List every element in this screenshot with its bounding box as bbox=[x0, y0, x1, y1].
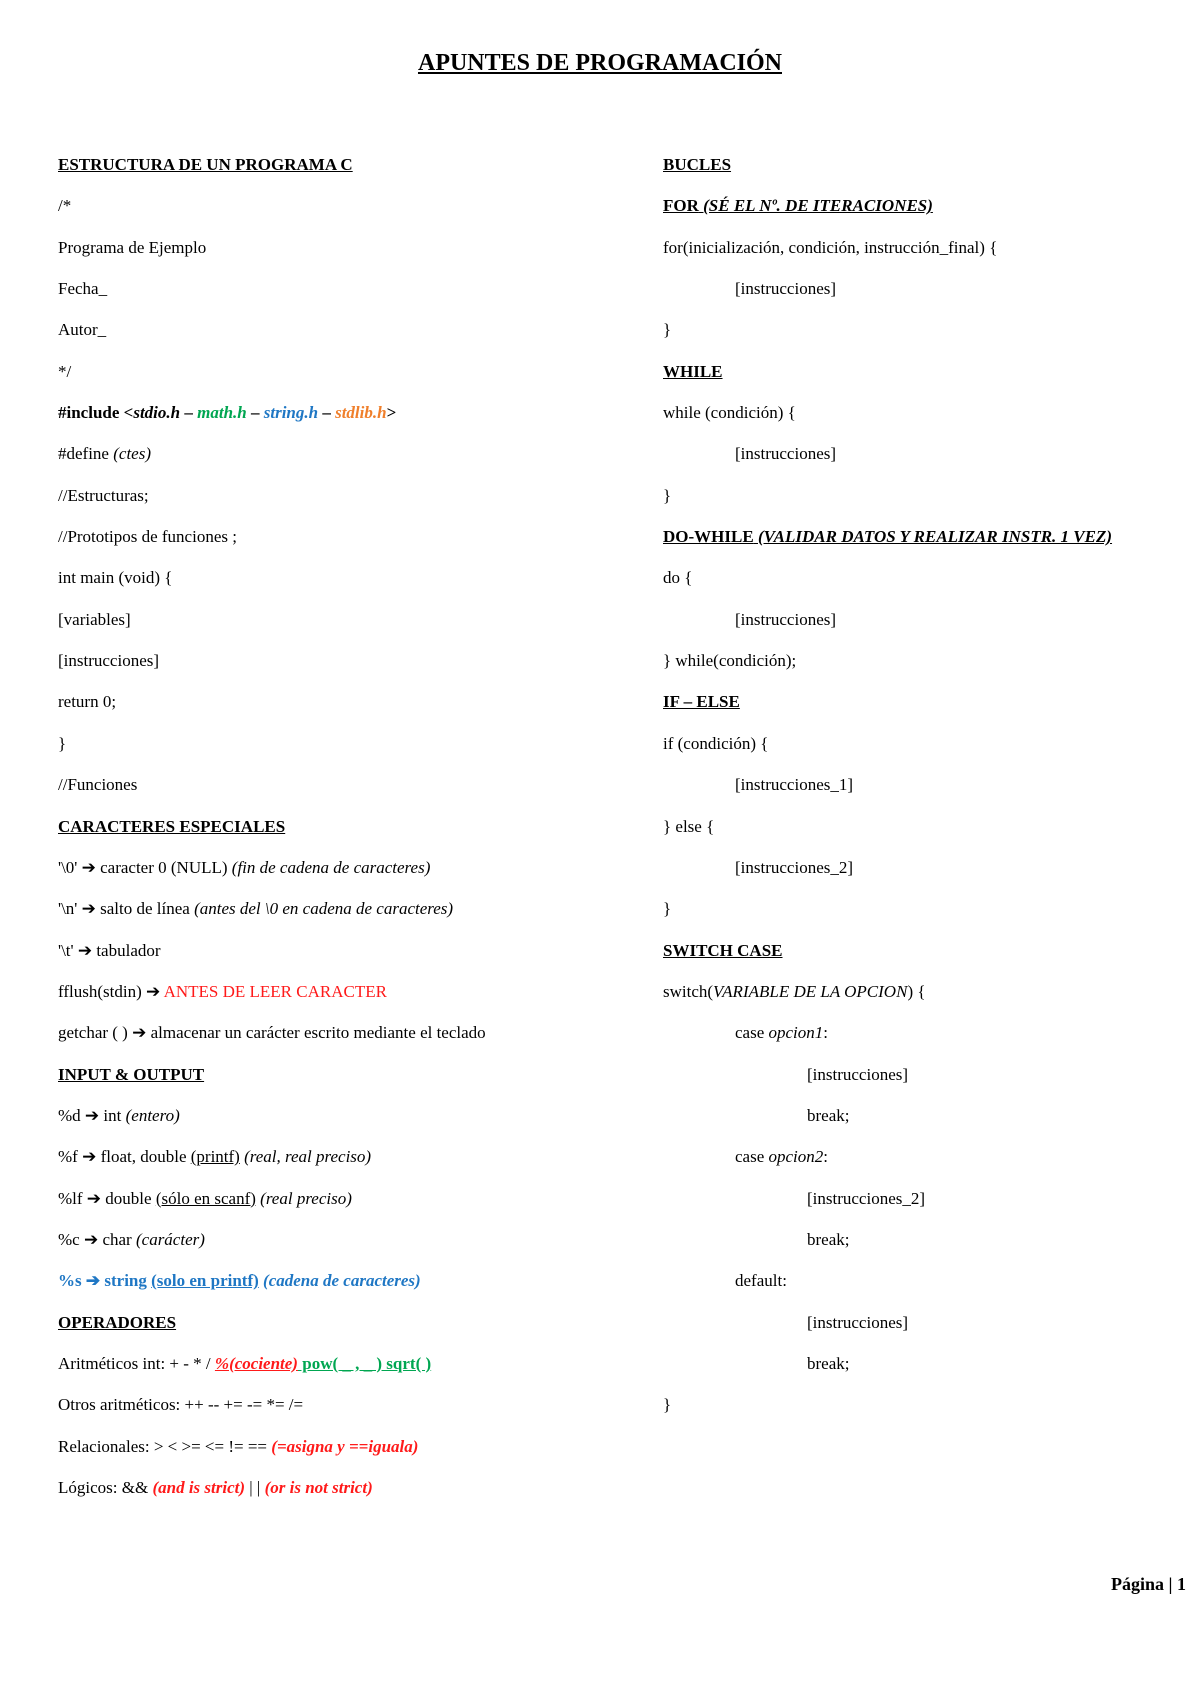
ops-rel-line bbox=[58, 1437, 618, 1478]
special-null-note: (fin de cadena de caracteres) bbox=[231, 857, 431, 877]
close-brace-line: } bbox=[58, 733, 67, 753]
ops-log-and: (and is strict) bbox=[152, 1478, 246, 1497]
special-getchar-text: almacenar un carácter escrito mediante el teclado bbox=[146, 1023, 486, 1043]
ops-arith-mod: %(cociente) bbox=[214, 1353, 298, 1373]
arrow-icon: ➔ bbox=[132, 1023, 147, 1043]
case1-instr-line: [instrucciones] bbox=[807, 1064, 909, 1084]
case1-label: opcion1 bbox=[768, 1023, 824, 1043]
io-f-type: float, double bbox=[96, 1147, 191, 1167]
ops-other-arith-line: Otros aritméticos: ++ -- += -= *= /= bbox=[58, 1395, 304, 1415]
page-separator: | bbox=[1164, 1574, 1177, 1594]
io-lf-note: (real preciso) bbox=[255, 1188, 352, 1208]
for-decl-line: for(inicialización, condición, instrucción_final) { bbox=[663, 237, 998, 257]
section-heading-io: INPUT & OUTPUT bbox=[58, 1064, 205, 1084]
page-number: 1 bbox=[1177, 1574, 1186, 1594]
case1-break-line: break; bbox=[807, 1105, 850, 1125]
io-s-scope: (solo en printf) bbox=[151, 1271, 259, 1291]
while-decl-line: while (condición) { bbox=[663, 403, 796, 423]
page-label: Página bbox=[1111, 1574, 1165, 1594]
include-suffix: > bbox=[386, 403, 397, 423]
left-column bbox=[58, 155, 618, 1519]
io-s-code: %s bbox=[58, 1271, 86, 1291]
switch-decl-line bbox=[663, 982, 1183, 1023]
define-ctes: (ctes) bbox=[113, 444, 151, 464]
special-newline-line bbox=[58, 899, 618, 940]
io-c-note: (carácter) bbox=[135, 1229, 205, 1249]
case1-line bbox=[663, 1023, 1183, 1064]
arrow-icon: ➔ bbox=[81, 899, 96, 919]
case2-line bbox=[663, 1147, 1183, 1188]
case-colon: : bbox=[823, 1147, 829, 1167]
io-lf-scope: (sólo en scanf) bbox=[155, 1188, 256, 1208]
if-instr-line: [instrucciones_1] bbox=[735, 775, 854, 795]
special-fflush-code: fflush(stdin) bbox=[58, 981, 146, 1001]
arrow-icon: ➔ bbox=[81, 857, 96, 877]
case2-break-line: break; bbox=[807, 1229, 850, 1249]
io-lf-code: %lf bbox=[58, 1188, 87, 1208]
section-heading-bucles: BUCLES bbox=[663, 155, 732, 174]
switch-heading: SWITCH CASE bbox=[663, 940, 783, 960]
ops-arith-label: Aritméticos int: + - * / bbox=[58, 1353, 215, 1373]
while-instr-line: [instrucciones] bbox=[735, 444, 837, 464]
special-null-text: caracter 0 (NULL) bbox=[95, 857, 232, 877]
io-c-line bbox=[58, 1230, 618, 1271]
io-d-line bbox=[58, 1106, 618, 1147]
special-getchar-line bbox=[58, 1023, 618, 1064]
arrow-icon: ➔ bbox=[83, 1229, 99, 1249]
ops-rel-label: Relacionales: > < >= <= != == bbox=[58, 1436, 272, 1456]
io-lf-type: double bbox=[101, 1188, 156, 1208]
return-line: return 0; bbox=[58, 692, 117, 712]
arrow-icon: ➔ bbox=[82, 1147, 97, 1167]
io-d-type: int bbox=[99, 1105, 126, 1125]
dowhile-note: (VALIDAR DATOS Y REALIZAR INSTR. 1 VEZ) bbox=[753, 527, 1113, 547]
ifelse-heading: IF – ELSE bbox=[663, 692, 740, 712]
prototypes-line: //Prototipos de funciones ; bbox=[58, 527, 237, 547]
io-s-line bbox=[58, 1271, 618, 1312]
main-decl-line: int main (void) { bbox=[58, 568, 173, 588]
include-dash: – bbox=[246, 403, 264, 423]
arrow-icon: ➔ bbox=[84, 1105, 100, 1125]
for-heading: FOR bbox=[663, 196, 699, 216]
comment-close: */ bbox=[58, 361, 72, 381]
case-word: case bbox=[735, 1023, 769, 1043]
section-heading-special: CARACTERES ESPECIALES bbox=[58, 816, 286, 836]
special-tab-code: '\t' bbox=[58, 940, 78, 960]
fecha-line: Fecha_ bbox=[58, 279, 108, 299]
default-instr-line: [instrucciones] bbox=[807, 1312, 909, 1332]
ops-arith-funcs: pow( _ , _ ) sqrt( ) bbox=[297, 1353, 432, 1373]
default-break-line: break; bbox=[807, 1353, 850, 1373]
comment-open: /* bbox=[58, 196, 72, 216]
include-stdlib: stdlib.h bbox=[335, 403, 387, 423]
io-f-code: %f bbox=[58, 1147, 83, 1167]
ops-log-line bbox=[58, 1478, 618, 1519]
while-heading: WHILE bbox=[663, 361, 723, 381]
io-f-line bbox=[58, 1147, 618, 1188]
special-newline-note: (antes del \0 en cadena de caracteres) bbox=[194, 899, 454, 919]
case-word: case bbox=[735, 1147, 769, 1167]
include-stdio: stdio.h bbox=[133, 403, 181, 423]
dowhile-heading: DO-WHILE bbox=[663, 527, 754, 547]
io-s-note: (cadena de caracteres) bbox=[258, 1271, 421, 1291]
ops-rel-note: (=asigna y ==iguala) bbox=[271, 1436, 419, 1456]
io-c-code: %c bbox=[58, 1229, 84, 1249]
for-instr-line: [instrucciones] bbox=[735, 279, 837, 299]
io-f-note: (real, real preciso) bbox=[239, 1147, 372, 1167]
io-lf-line bbox=[58, 1189, 618, 1230]
include-dash: – bbox=[318, 403, 336, 423]
include-string: string.h bbox=[263, 403, 319, 423]
special-tab-text: tabulador bbox=[92, 940, 161, 960]
io-d-code: %d bbox=[58, 1105, 85, 1125]
default-line: default: bbox=[735, 1271, 787, 1291]
ops-arith-line bbox=[58, 1354, 618, 1395]
structs-line: //Estructuras; bbox=[58, 485, 149, 505]
do-close-line: } while(condición); bbox=[663, 651, 797, 671]
special-fflush-note: ANTES DE LEER CARACTER bbox=[163, 981, 387, 1001]
right-column bbox=[663, 155, 1183, 1437]
case2-label: opcion2 bbox=[768, 1147, 824, 1167]
include-dash: – bbox=[180, 403, 198, 423]
autor-line: Autor_ bbox=[58, 320, 107, 340]
arrow-icon: ➔ bbox=[146, 981, 161, 1001]
switch-suffix: ) { bbox=[907, 981, 926, 1001]
else-instr-line: [instrucciones_2] bbox=[735, 857, 854, 877]
special-getchar-code: getchar ( ) bbox=[58, 1023, 133, 1043]
if-decl-line: if (condición) { bbox=[663, 733, 769, 753]
special-null-code: '\0' bbox=[58, 857, 82, 877]
io-s-type: string bbox=[100, 1271, 152, 1291]
arrow-icon: ➔ bbox=[86, 1188, 102, 1208]
for-heading-line bbox=[663, 196, 1183, 237]
special-fflush-line bbox=[58, 982, 618, 1023]
else-decl-line: } else { bbox=[663, 816, 715, 836]
switch-var: VARIABLE DE LA OPCION bbox=[713, 981, 908, 1001]
program-example-line: Programa de Ejemplo bbox=[58, 237, 207, 257]
page-title: APUNTES DE PROGRAMACIÓN bbox=[417, 50, 782, 76]
io-d-note: (entero) bbox=[125, 1105, 180, 1125]
ops-log-or: (or is not strict) bbox=[264, 1478, 373, 1497]
section-heading-operators: OPERADORES bbox=[58, 1312, 177, 1332]
switch-close-line: } bbox=[663, 1395, 672, 1415]
variables-line: [variables] bbox=[58, 609, 131, 629]
switch-prefix: switch( bbox=[663, 981, 714, 1001]
special-newline-code: '\n' bbox=[58, 899, 82, 919]
special-tab-line bbox=[58, 941, 618, 982]
functions-line: //Funciones bbox=[58, 775, 138, 795]
do-decl-line: do { bbox=[663, 568, 693, 588]
instructions-line: [instrucciones] bbox=[58, 651, 160, 671]
arrow-icon: ➔ bbox=[77, 940, 93, 960]
for-note: (SÉ EL Nº. DE ITERACIONES) bbox=[698, 196, 933, 216]
case2-instr-line: [instrucciones_2] bbox=[807, 1188, 926, 1208]
arrow-icon: ➔ bbox=[85, 1271, 101, 1291]
ifelse-close-line: } bbox=[663, 899, 672, 919]
section-heading-structure: ESTRUCTURA DE UN PROGRAMA C bbox=[58, 155, 353, 174]
special-null-line bbox=[58, 858, 618, 899]
include-prefix: #include < bbox=[58, 403, 134, 423]
page-footer bbox=[1111, 1574, 1186, 1595]
include-math: math.h bbox=[197, 403, 247, 423]
include-line bbox=[58, 403, 618, 444]
io-c-type: char bbox=[98, 1229, 136, 1249]
dowhile-heading-line bbox=[663, 527, 1183, 568]
for-close-line: } bbox=[663, 320, 672, 340]
while-close-line: } bbox=[663, 485, 672, 505]
ops-log-sep: | | bbox=[245, 1478, 265, 1497]
define-line bbox=[58, 444, 618, 485]
do-instr-line: [instrucciones] bbox=[735, 609, 837, 629]
case-colon: : bbox=[823, 1023, 829, 1043]
io-f-scope: (printf) bbox=[190, 1147, 240, 1167]
define-label: #define bbox=[58, 444, 114, 464]
ops-log-label: Lógicos: && bbox=[58, 1478, 153, 1497]
special-newline-text: salto de línea bbox=[95, 899, 195, 919]
